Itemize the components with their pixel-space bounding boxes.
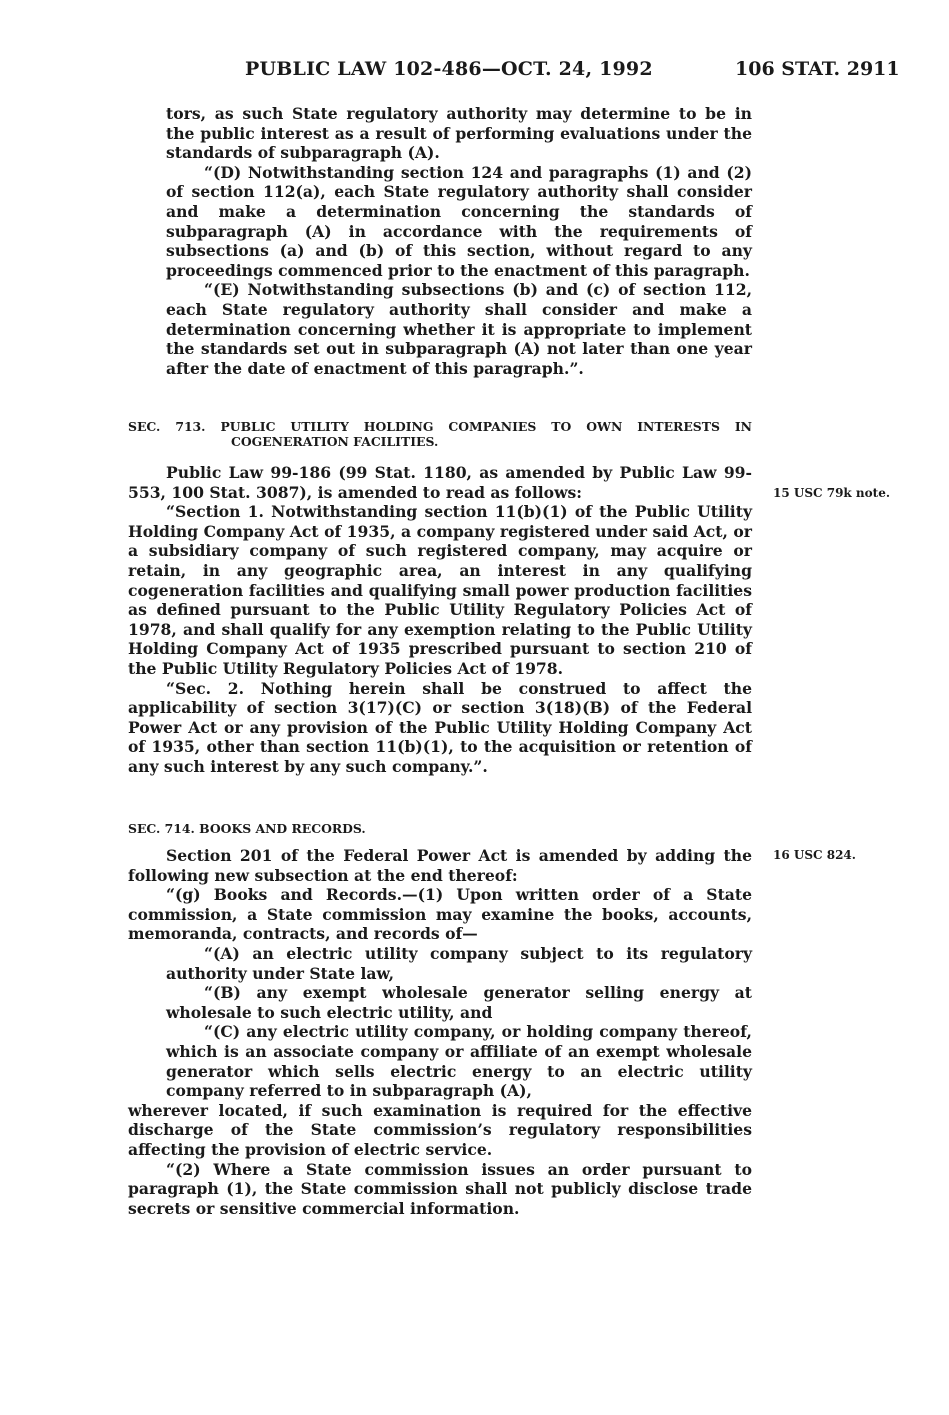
margin-note-15-usc: 15 USC 79k note. — [773, 486, 891, 500]
paragraph-d: “(D) Notwithstanding section 124 and paragraphs (1) and (2) of section 112(a), each State regulatory authority shall consider and make a determination concerning the standards of subparagraph (A) in accordance with the requirements of subsections (a) and (b) of this section, without regard to any proceedings commenced prior to the enactment of this paragraph. — [166, 162, 752, 280]
section-713-sec-1: “Section 1. Notwithstanding section 11(b)(1) of the Public Utility Holding Company Act of 1935, a company registered under said Act, or a subsidiary company of such registered company, may acquire or retain, in any geographic area, an interest in any qualifying cogeneration facilities and qualifying small power production facilities as defined pursuant to the Public Utility Regulatory Policies Act of 1978, and shall qualify for any exemption relating to the Public Utility Holding Company Act of 1935 prescribed pursuant to section 210 of the Public Utility Regulatory Policies Act of 1978. — [128, 502, 752, 678]
section-713-intro: Public Law 99-186 (99 Stat. 1180, as amended by Public Law 99-553, 100 Stat. 3087), is amended to read as follows: — [128, 463, 752, 502]
section-714 — [128, 821, 752, 1218]
section-713-heading: SEC. 713. PUBLIC UTILITY HOLDING COMPANIES TO OWN INTERESTS IN COGENERATION FACILITIES. — [128, 419, 752, 449]
subparagraph-b: “(B) any exempt wholesale generator selling energy at wholesale to such electric utility, and — [166, 983, 752, 1022]
section-712-continuation — [128, 104, 752, 378]
paragraph-2: “(2) Where a State commission issues an order pursuant to paragraph (1), the State commission shall not publicly disclose trade secrets or sensitive commercial information. — [128, 1159, 752, 1218]
running-header-page: 106 STAT. 2911 — [735, 58, 900, 80]
paragraph-continuation: tors, as such State regulatory authority may determine to be in the public interest as a result of performing evaluations under the standards of subparagraph (A). — [166, 104, 752, 163]
section-714-heading: SEC. 714. BOOKS AND RECORDS. — [128, 821, 366, 836]
margin-note-16-usc: 16 USC 824. — [773, 848, 856, 862]
section-713-sec-2: “Sec. 2. Nothing herein shall be construed to affect the applicability of section 3(17)(C) or section 3(18)(B) of the Federal Power Act or any provision of the Public Utility Holding Company Act of 1935, other than section 11(b)(1), to the acquisition or retention of any such interest by any such company.”. — [128, 678, 752, 776]
paragraph-e: “(E) Notwithstanding subsections (b) and (c) of section 112, each State regulatory authority shall consider and make a determination concerning whether it is appropriate to implement the standards set out in subparagraph (A) not later than one year after the date of enactment of this paragraph.”. — [166, 280, 752, 378]
section-714-intro: Section 201 of the Federal Power Act is amended by adding the following new subsection at the end thereof: — [128, 846, 752, 885]
subsection-g-1: “(g) Books and Records.—(1) Upon written order of a State commission, a State commission may examine the books, accounts, memoranda, contracts, and records of— — [128, 885, 752, 944]
running-header-title: PUBLIC LAW 102-486—OCT. 24, 1992 — [245, 58, 653, 80]
section-713 — [128, 419, 752, 777]
subparagraph-a: “(A) an electric utility company subject to its regulatory authority under State law, — [166, 943, 752, 983]
subparagraph-c: “(C) any electric utility company, or holding company thereof, which is an associate company or affiliate of an exempt wholesale generator which sells electric energy to an electric utility company referred to in subparagraph (A), — [166, 1022, 752, 1101]
flush-language: wherever located, if such examination is required for the effective discharge of the State commission’s regulatory responsibilities affecting the provision of electric service. — [128, 1100, 752, 1159]
